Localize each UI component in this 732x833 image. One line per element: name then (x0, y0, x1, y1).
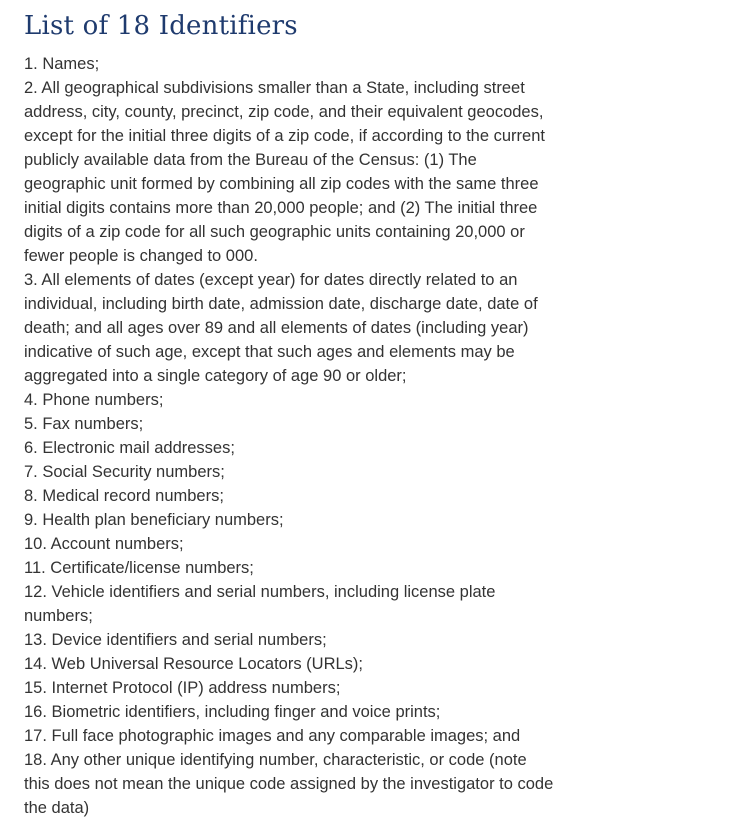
list-item: 2. All geographical subdivisions smaller than a State, including street address, city, county, precinct, zip code, and their equivalent geocodes, except for the initial three digits of a zip code, if according to the current publicly available data from the Bureau of the Census: (1) The geographic unit formed by combining all zip codes with the same three initial digits contains more than 20,000 people; and (2) The initial three digits of a zip code for all such geographic units containing 20,000 or fewer people is changed to 000. (24, 79, 545, 265)
list-item: 4. Phone numbers; (24, 391, 164, 409)
list-item: 9. Health plan beneficiary numbers; (24, 511, 284, 529)
list-item: 1. Names; (24, 55, 100, 73)
list-item: 6. Electronic mail addresses; (24, 439, 235, 457)
list-item: 17. Full face photographic images and any comparable images; and (24, 727, 521, 745)
identifier-list (24, 52, 554, 820)
list-item: 14. Web Universal Resource Locators (URLs); (24, 655, 363, 673)
list-item: 15. Internet Protocol (IP) address numbers; (24, 679, 341, 697)
list-item: 16. Biometric identifiers, including finger and voice prints; (24, 703, 441, 721)
list-item: 18. Any other unique identifying number, characteristic, or code (note this does not mean the unique code assigned by the investigator to code the data) (24, 751, 554, 817)
list-item: 12. Vehicle identifiers and serial numbers, including license plate numbers; (24, 583, 496, 625)
list-item: 3. All elements of dates (except year) for dates directly related to an individual, including birth date, admission date, discharge date, date of death; and all ages over 89 and all elements of dates (including year) indicative of such age, except that such ages and elements may be aggregated into a single category of age 90 or older; (24, 271, 538, 385)
list-item: 7. Social Security numbers; (24, 463, 225, 481)
list-item: 8. Medical record numbers; (24, 487, 224, 505)
article-content (24, 8, 554, 820)
list-item: 13. Device identifiers and serial numbers; (24, 631, 327, 649)
list-item: 11. Certificate/license numbers; (24, 559, 254, 577)
list-item: 5. Fax numbers; (24, 415, 144, 433)
list-item: 10. Account numbers; (24, 535, 184, 553)
page-title: List of 18 Identifiers (24, 11, 298, 41)
